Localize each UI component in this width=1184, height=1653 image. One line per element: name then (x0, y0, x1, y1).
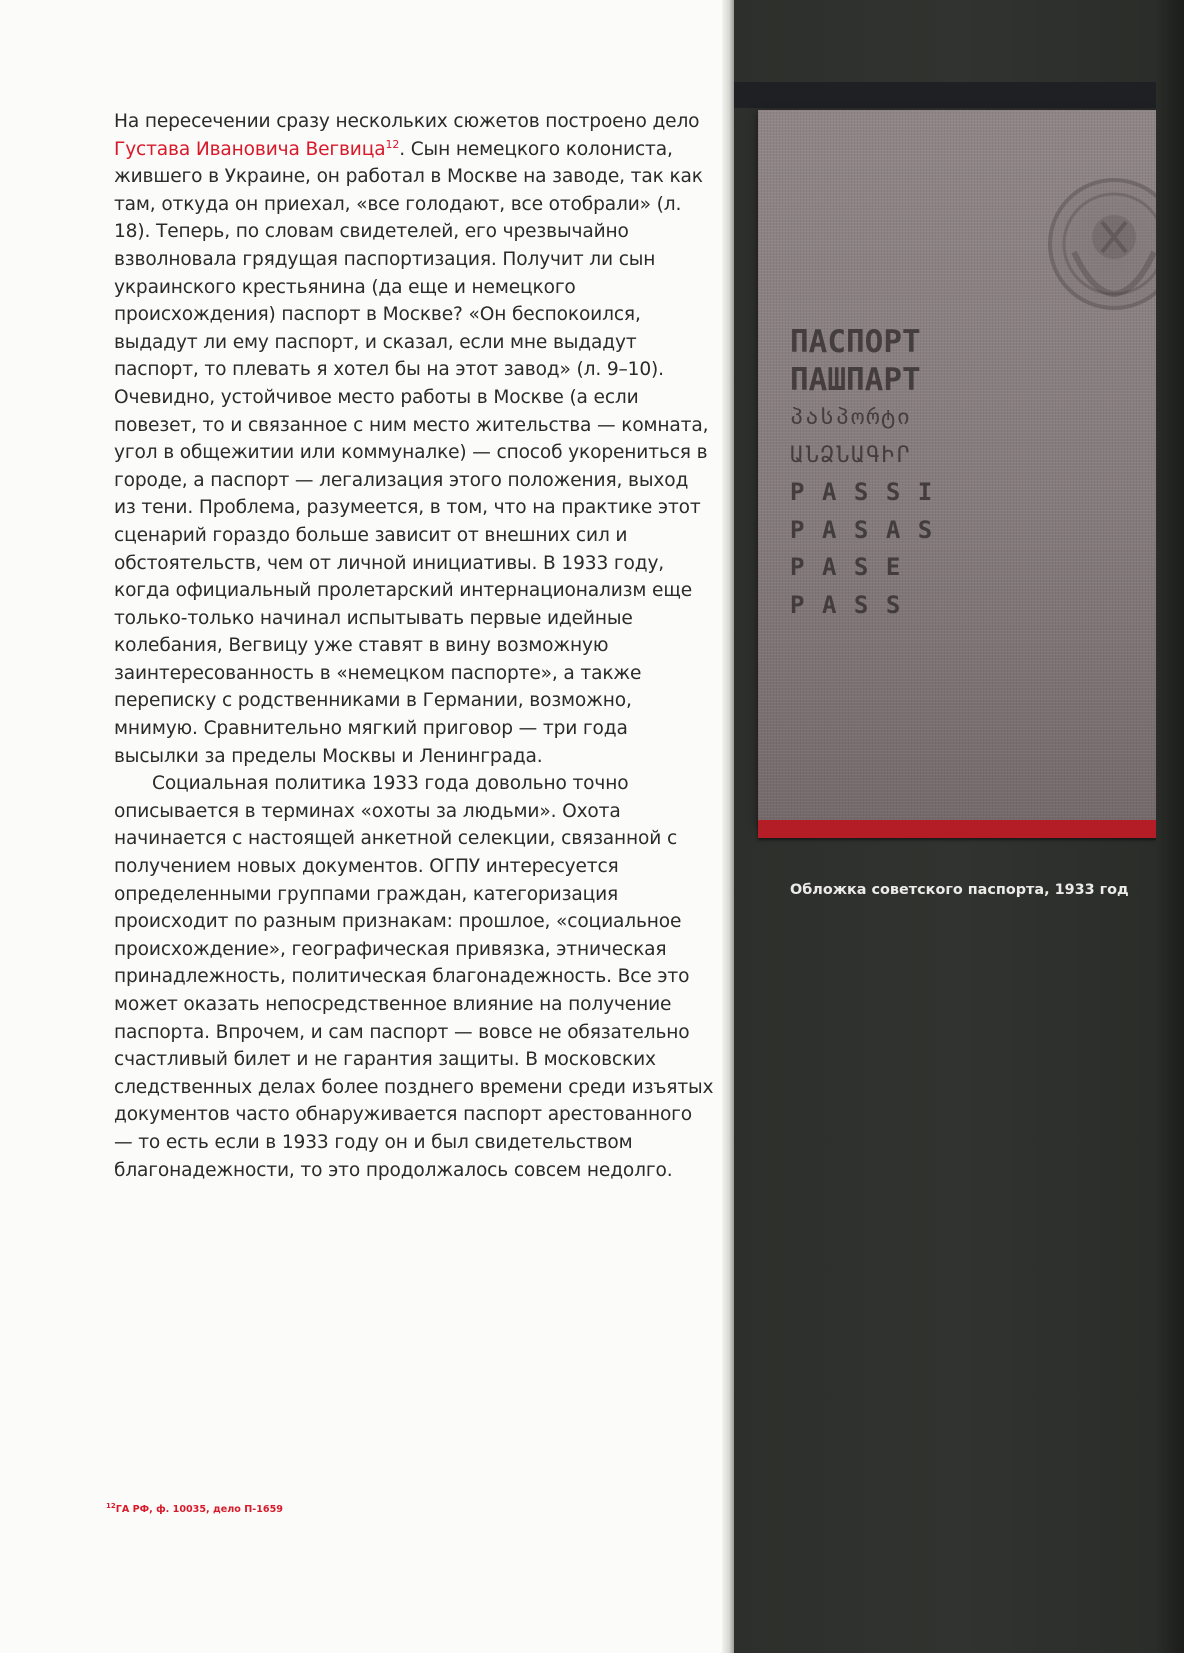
passport-word-list (790, 324, 1030, 624)
passport-red-edge (758, 820, 1160, 838)
cover-top-band (734, 82, 1184, 108)
passport-word-ro: PASS (790, 590, 918, 619)
footnote (106, 1504, 283, 1515)
book-gutter (722, 0, 734, 1653)
figure-caption: Обложка советского паспорта, 1933 год (790, 882, 1129, 898)
passport-word-et: PASSI (790, 478, 950, 506)
passport-word-hy: ԱՆՁՆԱԳԻՐ (790, 442, 912, 468)
paragraph-1-intro: На пересечении сразу нескольких сюжетов построено дело (114, 111, 700, 132)
passport-word-ru: ПАСПОРТ (790, 324, 921, 360)
passport-word-be: ПАШПАРТ (790, 361, 921, 398)
footnote-ref: 12 (385, 137, 400, 151)
passport-word-lv: PASE (790, 553, 918, 581)
passport-word-ka: პასპორტი (790, 405, 912, 430)
footnote-text: ГА РФ, ф. 10035, дело П-1659 (115, 1504, 283, 1515)
paragraph-2: Социальная политика 1933 года довольно точно описывается в терминах «охоты за людьми». Охота начинается с настоящей анкетной селекции, связанной с получением новых документов. ОГПУ интересуется определенными группами граждан, категоризация происходит по разным признакам: прошлое, «социальное происхождение», географическая привязка, этническая принадлежность, политическая благонадежность. Все это может оказать непосредственное влияние на получение паспорта. Впрочем, и сам паспорт — вовсе не обязательно счастливый билет и не гарантия защиты. В московских следственных делах более позднего времени среди изъятых документов часто обнаруживается паспорт арестованного — то есть если в 1933 году он и был свидетельством благонадежности, то это продолжалось совсем недолго. (114, 773, 714, 1181)
right-page (734, 0, 1184, 1653)
passport-word-lt: PASAS (790, 515, 950, 544)
person-name-link: Густава Ивановича Вегвица (114, 138, 386, 160)
footnote-number: 12 (106, 1502, 116, 1510)
paragraph-1 (114, 108, 714, 770)
article-body (114, 108, 714, 1184)
page-edge (1156, 0, 1184, 1653)
paragraph-1-text: . Сын немецкого колониста, жившего в Украине, он работал в Москве на заводе, так как там, откуда он приехал, «все голодают, все отобрали» (л. 18). Теперь, по словам свидетелей, его чрезвычайно взволновала грядущая паспортизация. Получит ли сын украинского крестьянина (да еще и немецкого происхождения) паспорт в Москве? «Он беспокоился, выдадут ли ему паспорт, и сказал, если мне выдадут паспорт, то плевать я хотел бы на этот завод» (л. 9–10). Очевидно, устойчивое место работы в Москве (а если повезет, то и связанное с ним место жительства — комната, угол в общежитии или коммуналке) — способ укорениться в городе, а паспорт — легализация этого положения, выход из тени. Проблема, разумеется, в том, что на практике этот сценарий гораздо больше зависит от внешних сил и обстоятельств, чем от личной инициативы. В 1933 году, когда официальный пролетарский интернационализм еще только-только начинал испытывать первые идейные колебания, Вегвицу уже ставят в вину возможную заинтересованность в «немецком паспорте», а также переписку с родственниками в Германии, возможно, мнимую. Сравнительно мягкий приговор — три года высылки за пределы Москвы и Ленинграда. (114, 138, 709, 767)
passport-cover-photo (758, 110, 1160, 826)
